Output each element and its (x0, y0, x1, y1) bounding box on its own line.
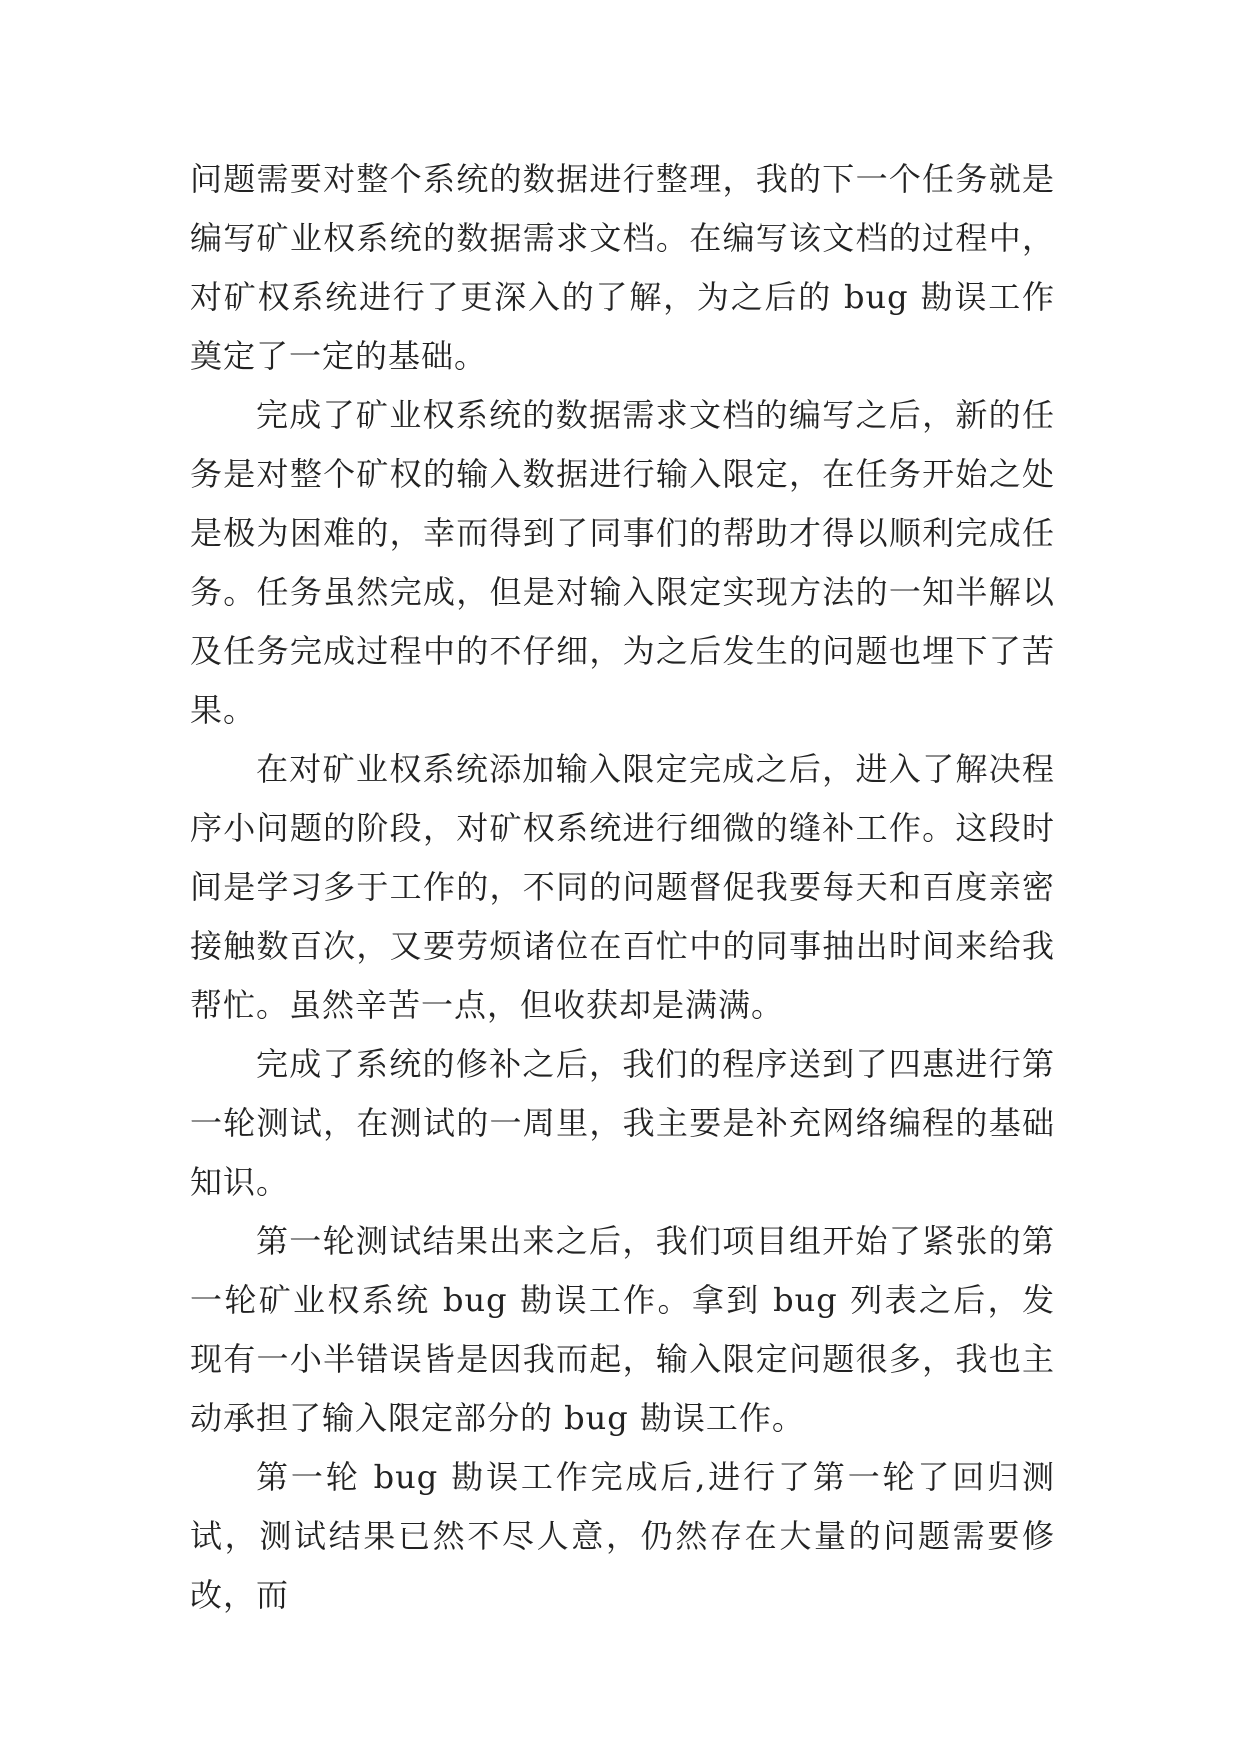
paragraph-4: 完成了系统的修补之后，我们的程序送到了四惠进行第一轮测试，在测试的一周里，我主要是补充网络编程的基础知识。 (190, 1045, 1055, 1201)
paragraph-1: 问题需要对整个系统的数据进行整理，我的下一个任务就是编写矿业权系统的数据需求文档。在编写该文档的过程中，对矿权系统进行了更深入的了解，为之后的 bug 勘误工作奠定了一定的基础。 (190, 160, 1055, 375)
paragraph-5: 第一轮测试结果出来之后，我们项目组开始了紧张的第一轮矿业权系统 bug 勘误工作。拿到 bug 列表之后，发现有一小半错误皆是因我而起，输入限定问题很多，我也主动承担了输入限定部分的 bug 勘误工作。 (190, 1222, 1055, 1437)
paragraph-3: 在对矿业权系统添加输入限定完成之后，进入了解决程序小问题的阶段，对矿权系统进行细微的缝补工作。这段时间是学习多于工作的，不同的问题督促我要每天和百度亲密接触数百次，又要劳烦诸位在百忙中的同事抽出时间来给我帮忙。虽然辛苦一点，但收获却是满满。 (190, 750, 1055, 1024)
paragraph-6: 第一轮 bug 勘误工作完成后,进行了第一轮了回归测试，测试结果已然不尽人意，仍然存在大量的问题需要修改，而 (190, 1458, 1055, 1614)
body-text (190, 150, 1055, 1625)
paragraph-2: 完成了矿业权系统的数据需求文档的编写之后，新的任务是对整个矿权的输入数据进行输入限定，在任务开始之处是极为困难的，幸而得到了同事们的帮助才得以顺利完成任务。任务虽然完成，但是对输入限定实现方法的一知半解以及任务完成过程中的不仔细，为之后发生的问题也埋下了苦果。 (190, 396, 1055, 729)
